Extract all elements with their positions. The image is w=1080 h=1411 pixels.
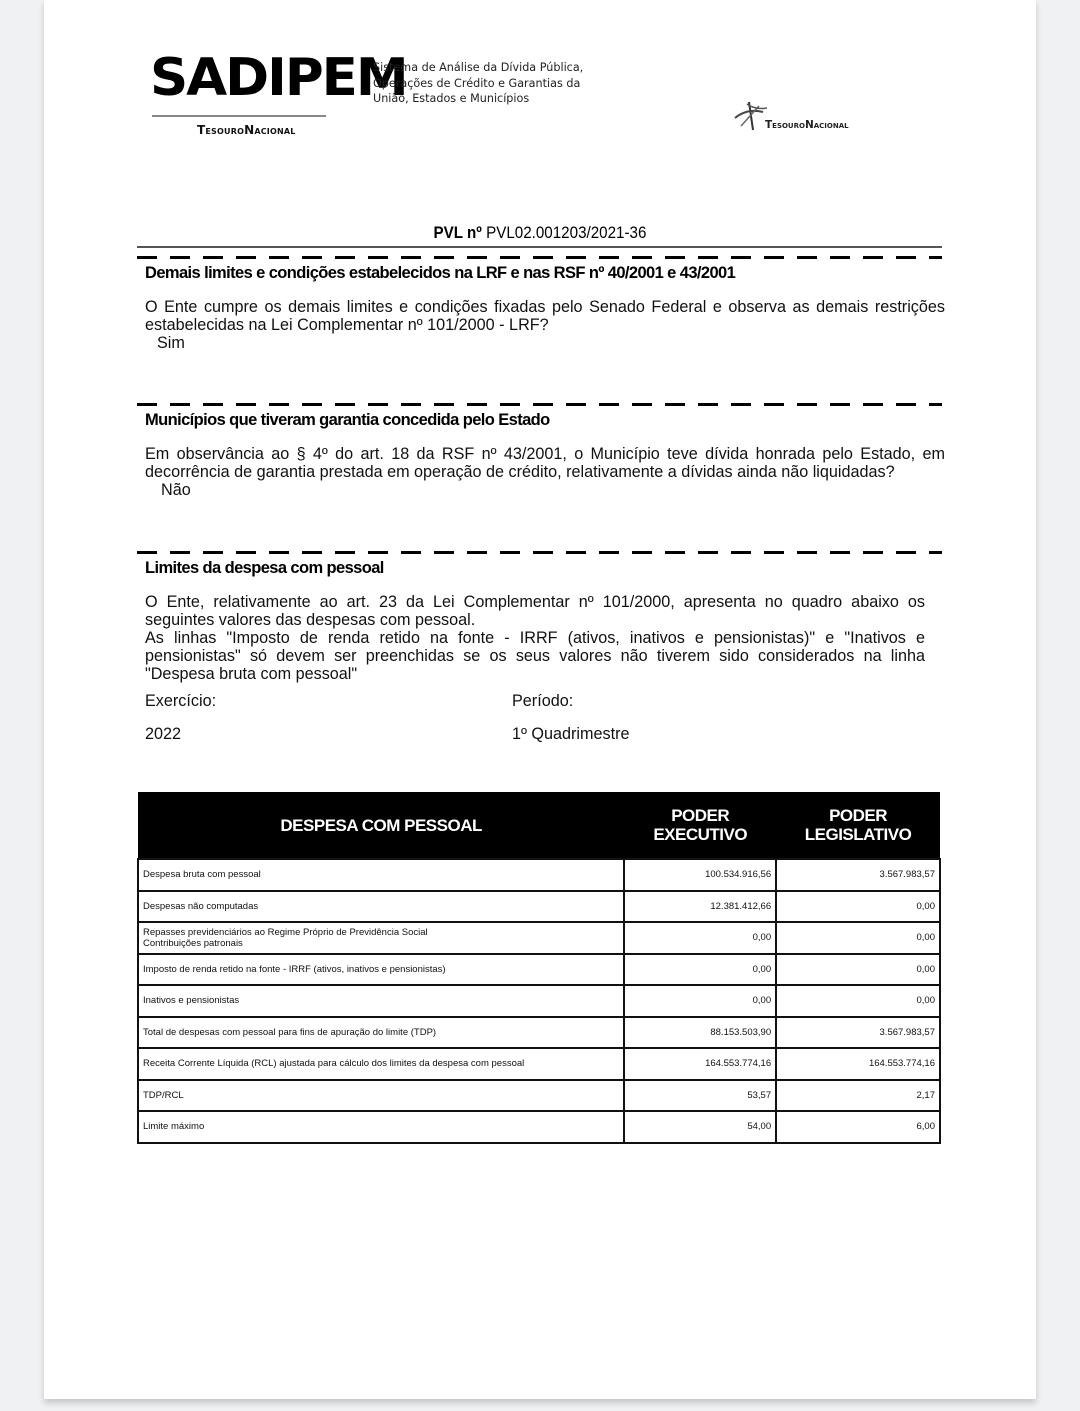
dashed-divider (137, 256, 942, 259)
section-question: O Ente cumpre os demais limites e condições fixadas pelo Senado Federal e observa as demais restrições estabelecidas na Lei Complementar nº 101/2000 - LRF? (145, 298, 945, 334)
table-row (138, 891, 940, 923)
header-poder-legislativo (776, 792, 940, 859)
row-label-line: Repasses previdenciários ao Regime Próprio de Previdência Social (143, 926, 428, 938)
section-title: Limites da despesa com pessoal (145, 559, 384, 577)
executivo-value: 0,00 (624, 985, 776, 1017)
row-label (138, 922, 624, 954)
logo-desc-line: União, Estados e Municípios (373, 92, 530, 105)
row-label: Despesa bruta com pessoal (138, 859, 624, 891)
legislativo-value: 3.567.983,57 (776, 859, 940, 891)
legislativo-value: 0,00 (776, 954, 940, 986)
periodo-value: 1º Quadrimestre (512, 725, 630, 743)
header-poder-executivo (624, 792, 776, 859)
row-label-line: Contribuições patronais (143, 937, 243, 949)
legislativo-value: 0,00 (776, 922, 940, 954)
section-body (145, 445, 945, 499)
row-label: Receita Corrente Líquida (RCL) ajustada para cálculo dos limites da despesa com pessoal (138, 1048, 624, 1080)
despesa-pessoal-table (137, 792, 941, 1144)
logo-divider (152, 115, 326, 117)
pvl-value: PVL02.001203/2021-36 (486, 224, 647, 242)
dashed-divider (137, 403, 942, 406)
executivo-value: 12.381.412,66 (624, 891, 776, 923)
row-label: Total de despesas com pessoal para fins de apuração do limite (TDP) (138, 1017, 624, 1049)
section-paragraph: As linhas "Imposto de renda retido na fonte - IRRF (ativos, inativos e pensionistas)" e "Inativos e pensionistas" só devem ser preenchidas se os seus valores não tiverem sido considerados na linha "Despesa bruta com pessoal" (145, 629, 925, 683)
section-body (145, 593, 925, 683)
logo-desc-line: Operações de Crédito e Garantias da (373, 76, 581, 90)
header-text: PODER LEGISLATIVO (804, 806, 912, 844)
legislativo-value: 2,17 (776, 1080, 940, 1112)
tesouro-nacional-subtitle: TesouroNacional (197, 123, 296, 137)
section-title: Demais limites e condições estabelecidos na LRF e nas RSF nº 40/2001 e 43/2001 (145, 264, 736, 282)
header-text: PODER EXECUTIVO (653, 806, 748, 844)
executivo-value: 0,00 (624, 954, 776, 986)
section-body (145, 298, 945, 352)
sadipem-logo: SADIPEM (150, 48, 407, 108)
header-despesa: DESPESA COM PESSOAL (138, 792, 624, 859)
row-label: Limite máximo (138, 1111, 624, 1143)
logo-desc-line: Sistema de Análise da Dívida Pública, (373, 61, 584, 74)
executivo-value: 53,57 (624, 1080, 776, 1112)
table-row (138, 954, 940, 986)
legislativo-value: 0,00 (776, 985, 940, 1017)
document-page (44, 0, 1036, 1399)
row-label: TDP/RCL (138, 1080, 624, 1112)
executivo-value: 100.534.916,56 (624, 859, 776, 891)
table-row (138, 1048, 940, 1080)
exercicio-label: Exercício: (145, 692, 217, 710)
section-title: Municípios que tiveram garantia concedida pelo Estado (145, 411, 550, 429)
dashed-divider (137, 551, 942, 554)
pvl-divider (137, 246, 942, 248)
legislativo-value: 3.567.983,57 (776, 1017, 940, 1049)
table-header-row (138, 792, 940, 859)
row-label: Inativos e pensionistas (138, 985, 624, 1017)
row-label: Despesas não computadas (138, 891, 624, 923)
table-row (138, 859, 940, 891)
pvl-label: PVL nº (433, 224, 482, 242)
section-question: Em observância ao § 4º do art. 18 da RSF nº 43/2001, o Município teve dívida honrada pelo Estado, em decorrência de garantia prestada em operação de crédito, relativamente a dívidas ainda não liquidadas? (145, 445, 945, 481)
section-answer: Não (161, 481, 191, 499)
legislativo-value: 6,00 (776, 1111, 940, 1143)
legislativo-value: 164.553.774,16 (776, 1048, 940, 1080)
table-row (138, 985, 940, 1017)
pvl-number (84, 224, 997, 243)
tesouro-nacional-logo-text: TesouroNacional (765, 119, 849, 131)
executivo-value: 0,00 (624, 922, 776, 954)
periodo-label: Período: (512, 692, 574, 710)
tesouro-nacional-star-icon (733, 100, 769, 134)
table-row (138, 1080, 940, 1112)
legislativo-value: 0,00 (776, 891, 940, 923)
executivo-value: 54,00 (624, 1111, 776, 1143)
table-row (138, 1017, 940, 1049)
table-row (138, 1111, 940, 1143)
sadipem-description (373, 60, 593, 107)
row-label: Imposto de renda retido na fonte - IRRF (ativos, inativos e pensionistas) (138, 954, 624, 986)
table-row (138, 922, 940, 954)
section-answer: Sim (157, 334, 185, 352)
exercicio-value: 2022 (145, 725, 182, 743)
section-paragraph: O Ente, relativamente ao art. 23 da Lei Complementar nº 101/2000, apresenta no quadro abaixo os seguintes valores das despesas com pessoal. (145, 593, 925, 629)
executivo-value: 164.553.774,16 (624, 1048, 776, 1080)
executivo-value: 88.153.503,90 (624, 1017, 776, 1049)
